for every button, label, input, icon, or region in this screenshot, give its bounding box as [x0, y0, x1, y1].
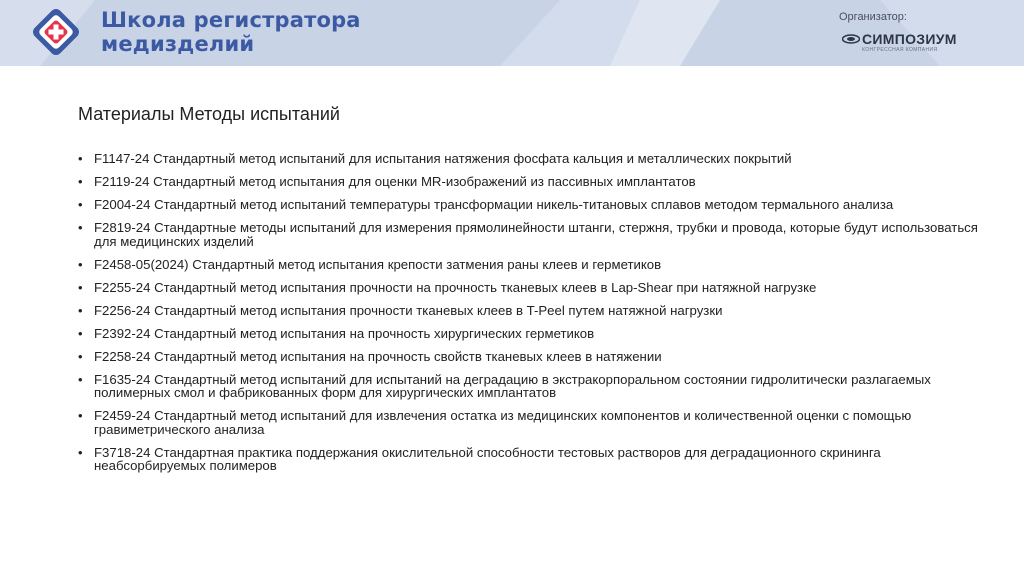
- bullet-icon: •: [78, 371, 83, 387]
- list-item: [78, 409, 978, 436]
- bullet-icon: •: [78, 408, 83, 423]
- list-item: [78, 350, 978, 364]
- list-item-text: F3718-24 Стандартная практика поддержания окислительной способности тестовых растворов для деградационного скрининга неабсорбируемых полимеров: [94, 444, 881, 473]
- brand-title: [101, 8, 361, 56]
- list-item-text: F2458-05(2024) Стандартный метод испытания крепости затмения раны клеев и герметиков: [94, 256, 662, 272]
- organizer-name: СИМПОЗИУМ: [862, 31, 957, 47]
- page-title: Материалы Методы испытаний: [78, 104, 340, 125]
- bullet-icon: •: [78, 348, 83, 364]
- bullet-icon: •: [78, 151, 83, 166]
- list-item-text: F2119-24 Стандартный метод испытания для оценки MR-изображений из пассивных имплантатов: [94, 174, 696, 189]
- list-item: [78, 258, 978, 272]
- organizer-label: Организатор:: [839, 11, 907, 23]
- list-item-text: F2255-24 Стандартный метод испытания прочности на прочность тканевых клеев в Lap-Shear при натяжной нагрузке: [94, 279, 817, 295]
- bullet-icon: •: [78, 325, 83, 341]
- list-item-text: F1147-24 Стандартный метод испытаний для испытания натяжения фосфата кальция и металлических покрытий: [94, 151, 792, 166]
- methods-list: [78, 152, 978, 482]
- list-item-text: F2258-24 Стандартный метод испытания на прочность свойств тканевых клеев в натяжении: [94, 348, 662, 364]
- list-item: [78, 327, 978, 341]
- list-item: [78, 152, 978, 166]
- organizer-subtitle: КОНГРЕССНАЯ КОМПАНИЯ: [862, 47, 938, 53]
- bullet-icon: •: [78, 220, 83, 235]
- list-item-text: F2392-24 Стандартный метод испытания на прочность хирургических герметиков: [94, 325, 595, 341]
- list-item: [78, 221, 978, 248]
- brand-title-line1: Школа регистратора: [101, 8, 361, 32]
- brand-logo-icon: [30, 6, 82, 58]
- list-item: [78, 281, 978, 295]
- bullet-icon: •: [78, 444, 83, 460]
- list-item: [78, 373, 978, 400]
- bullet-icon: •: [78, 256, 83, 272]
- bullet-icon: •: [78, 302, 83, 318]
- list-item-text: F1635-24 Стандартный метод испытаний для испытаний на деградацию в экстракорпоральном состоянии гидролитически разлагаемых полимерных смол и фабрикованных форм для хирургических имплантатов: [94, 371, 931, 400]
- list-item: [78, 175, 978, 189]
- bullet-icon: •: [78, 174, 83, 189]
- brand-title-line2: медизделий: [101, 32, 255, 56]
- organizer-logo: [842, 29, 982, 57]
- header-banner: [0, 0, 1024, 66]
- organizer-swoosh-icon: [842, 34, 860, 44]
- bullet-icon: •: [78, 279, 83, 295]
- list-item-text: F2256-24 Стандартный метод испытания прочности тканевых клеев в T-Peel путем натяжной нагрузки: [94, 302, 723, 318]
- list-item-text: F2004-24 Стандартный метод испытаний температуры трансформации никель-титановых сплавов методом термального анализа: [94, 197, 894, 212]
- bullet-icon: •: [78, 197, 83, 212]
- list-item: [78, 198, 978, 212]
- list-item-text: F2819-24 Стандартные методы испытаний для измерения прямолинейности штанги, стержня, трубки и провода, которые будут использоваться для медицинских изделий: [94, 220, 978, 249]
- list-item: [78, 446, 978, 473]
- list-item: [78, 304, 978, 318]
- list-item-text: F2459-24 Стандартный метод испытаний для извлечения остатка из медицинских компонентов и количественной оценки с помощью гравиметрического анализа: [94, 408, 912, 437]
